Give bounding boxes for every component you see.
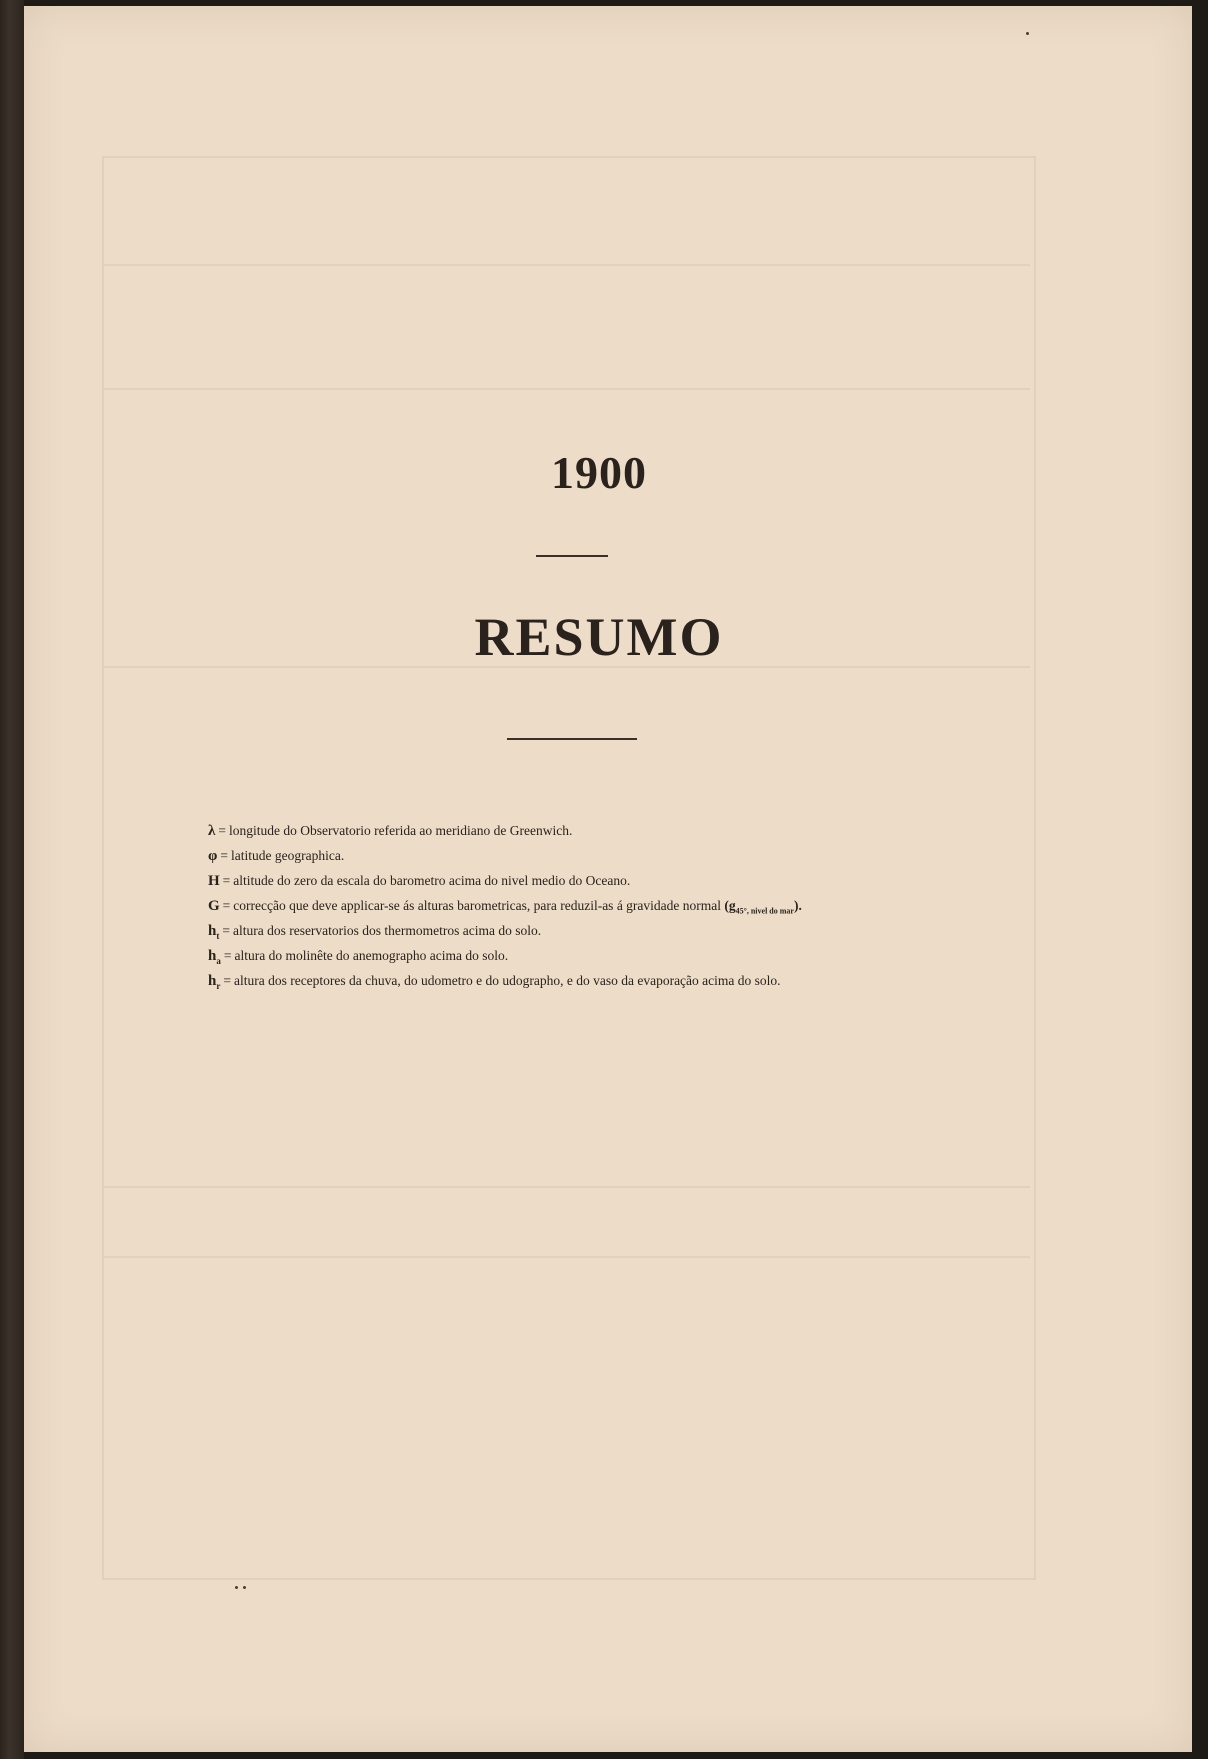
legend-symbol-sub: a	[216, 956, 221, 966]
paper-speck	[243, 1586, 246, 1589]
document-page	[24, 6, 1192, 1752]
paper-speck	[1026, 32, 1029, 35]
legend-symbol-base: h	[208, 973, 217, 989]
legend-text: longitude do Observatorio referida ao meridiano de Greenwich.	[229, 823, 573, 838]
legend-item-anemograph-height	[208, 943, 968, 968]
bleed-through-line	[104, 1256, 1030, 1258]
legend-symbol: H	[208, 873, 220, 889]
legend-equals: =	[220, 848, 228, 863]
book-spine	[0, 0, 24, 1759]
legend-equals: =	[222, 898, 231, 913]
legend-item-rain-receptor-height	[208, 968, 968, 993]
legend-text: latitude geographica.	[231, 848, 345, 863]
paper-speck	[235, 1586, 238, 1589]
legend-symbol-sub: r	[216, 981, 221, 991]
legend-equals: =	[223, 948, 232, 963]
legend-equals: =	[222, 873, 231, 888]
legend-text: altura dos reservatorios dos thermometros acima do solo.	[232, 923, 542, 938]
legend-item-longitude	[208, 818, 968, 843]
divider-rule	[507, 738, 637, 740]
legend-item-latitude	[208, 843, 968, 868]
legend-symbol-base: h	[208, 948, 217, 964]
divider-rule	[536, 555, 608, 557]
legend-symbol-sub: t	[216, 931, 220, 941]
page-title: RESUMO	[474, 607, 724, 667]
legend-item-gravity-correction	[208, 893, 968, 918]
legend-equals: =	[222, 923, 230, 938]
bleed-through-line	[104, 264, 1030, 266]
page-year: 1900	[551, 447, 647, 498]
legend-symbol-base: h	[208, 923, 217, 939]
legend-symbol: λ	[208, 823, 216, 839]
legend-symbol	[208, 969, 220, 999]
gravity-note-open: (g	[724, 898, 736, 913]
legend-text: altura do molinête do anemographo acima do solo.	[234, 948, 509, 963]
legend-item-altitude	[208, 868, 968, 893]
gravity-note	[724, 898, 802, 916]
legend-item-thermometer-height	[208, 918, 968, 943]
legend-equals: =	[218, 823, 226, 838]
symbol-legend	[208, 818, 968, 993]
legend-symbol: G	[208, 898, 220, 914]
bleed-through-line	[104, 388, 1030, 390]
bleed-through-line	[104, 1186, 1030, 1188]
legend-equals: =	[223, 973, 231, 988]
legend-symbol: φ	[208, 848, 218, 864]
legend-text: correcção que deve applicar-se ás alturas barometricas, para reduzil-as á gravidade normal	[233, 898, 722, 913]
gravity-note-close: ).	[793, 898, 802, 913]
legend-text: altura dos receptores da chuva, do udometro e do udographo, e do vaso da evaporação acima do solo.	[233, 973, 781, 988]
legend-text: altitude do zero da escala do barometro acima do nivel medio do Oceano.	[233, 873, 631, 888]
gravity-note-sub: 45°, nivel do mar	[735, 906, 794, 916]
